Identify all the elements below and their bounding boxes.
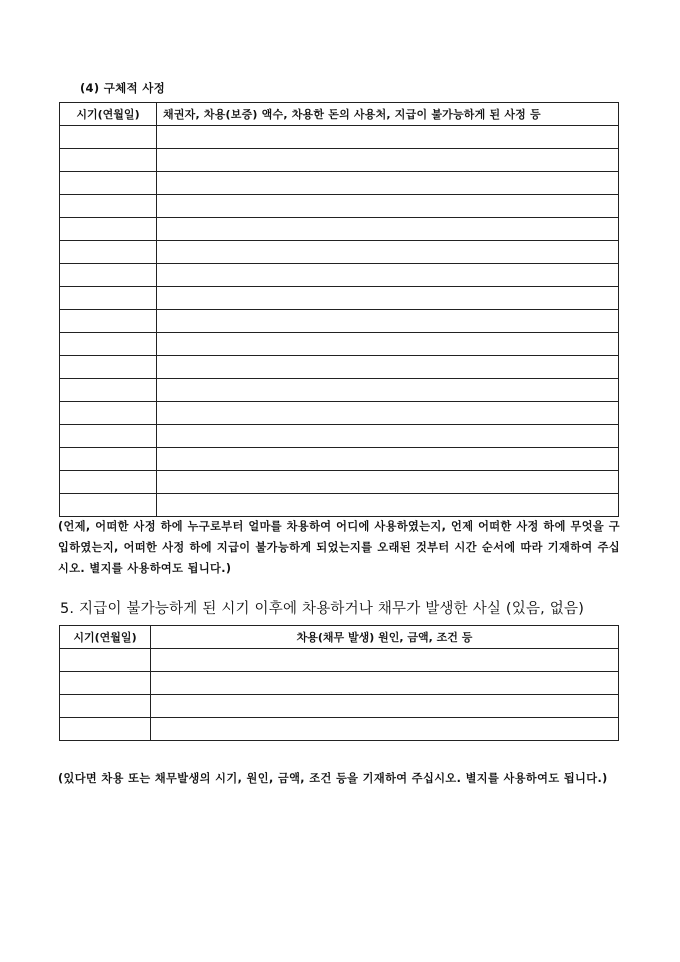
date-cell[interactable] (60, 172, 157, 195)
date-cell[interactable] (60, 195, 157, 218)
date-cell[interactable] (60, 218, 157, 241)
date-cell[interactable] (60, 695, 151, 718)
column-header-cause-amount-terms: 차용(채무 발생) 원인, 금액, 조건 등 (151, 626, 619, 649)
table-row (60, 172, 619, 195)
date-cell[interactable] (60, 287, 157, 310)
date-cell[interactable] (60, 149, 157, 172)
specific-circumstances-table (59, 102, 619, 517)
details-cell[interactable] (157, 126, 619, 149)
details-cell[interactable] (157, 264, 619, 287)
date-cell[interactable] (60, 425, 157, 448)
table-body (60, 126, 619, 517)
details-cell[interactable] (151, 695, 619, 718)
date-cell[interactable] (60, 356, 157, 379)
table-header-row (60, 626, 619, 649)
table-row (60, 494, 619, 517)
details-cell[interactable] (157, 448, 619, 471)
column-header-details: 채권자, 차용(보증) 액수, 차용한 돈의 사용처, 지급이 불가능하게 된 사정 등 (157, 103, 619, 126)
table-row (60, 402, 619, 425)
details-cell[interactable] (157, 195, 619, 218)
table-row (60, 448, 619, 471)
table-row (60, 425, 619, 448)
table-row (60, 195, 619, 218)
details-cell[interactable] (157, 494, 619, 517)
table-header-row (60, 103, 619, 126)
details-cell[interactable] (157, 471, 619, 494)
section4-instruction-note: (언제, 어떠한 사정 하에 누구로부터 얼마를 차용하여 어디에 사용하였는지, 언제 어떠한 사정 하에 무엇을 구입하였는지, 어떠한 사정 하에 지급이 불가능하게 되었는지를 오래된 것부터 시간 순서에 따라 기재하여 주십시오. 별지를 사용하여도 됩니다.) (58, 520, 620, 575)
details-cell[interactable] (157, 310, 619, 333)
date-cell[interactable] (60, 718, 151, 741)
table-row (60, 241, 619, 264)
date-cell[interactable] (60, 672, 151, 695)
table-row (60, 649, 619, 672)
date-cell[interactable] (60, 649, 151, 672)
column-header-date: 시기(연월일) (60, 103, 157, 126)
details-cell[interactable] (151, 718, 619, 741)
table-row (60, 287, 619, 310)
details-cell[interactable] (157, 379, 619, 402)
details-cell[interactable] (157, 218, 619, 241)
date-cell[interactable] (60, 264, 157, 287)
details-cell[interactable] (157, 149, 619, 172)
details-cell[interactable] (157, 356, 619, 379)
date-cell[interactable] (60, 494, 157, 517)
details-cell[interactable] (151, 649, 619, 672)
table-row (60, 471, 619, 494)
table-row (60, 672, 619, 695)
date-cell[interactable] (60, 379, 157, 402)
details-cell[interactable] (151, 672, 619, 695)
post-insolvency-debts-table (59, 625, 619, 741)
date-cell[interactable] (60, 241, 157, 264)
table-row (60, 333, 619, 356)
table-row (60, 379, 619, 402)
details-cell[interactable] (157, 287, 619, 310)
table-row (60, 126, 619, 149)
table-row (60, 718, 619, 741)
details-cell[interactable] (157, 425, 619, 448)
details-cell[interactable] (157, 402, 619, 425)
date-cell[interactable] (60, 448, 157, 471)
date-cell[interactable] (60, 126, 157, 149)
table-row (60, 149, 619, 172)
table-row (60, 356, 619, 379)
section5-instruction-note: (있다면 차용 또는 채무발생의 시기, 원인, 금액, 조건 등을 기재하여 주십시오. 별지를 사용하여도 됩니다.) (58, 772, 608, 785)
section4-heading: (4) 구체적 사정 (80, 81, 166, 95)
table-row (60, 695, 619, 718)
details-cell[interactable] (157, 241, 619, 264)
date-cell[interactable] (60, 333, 157, 356)
section5-title: 5. 지급이 불가능하게 된 시기 이후에 차용하거나 채무가 발생한 사실 (있음, 없음) (60, 601, 585, 617)
table-body (60, 649, 619, 741)
date-cell[interactable] (60, 310, 157, 333)
column-header-date: 시기(연월일) (60, 626, 151, 649)
table-row (60, 310, 619, 333)
details-cell[interactable] (157, 172, 619, 195)
date-cell[interactable] (60, 471, 157, 494)
table-row (60, 264, 619, 287)
details-cell[interactable] (157, 333, 619, 356)
date-cell[interactable] (60, 402, 157, 425)
table-row (60, 218, 619, 241)
